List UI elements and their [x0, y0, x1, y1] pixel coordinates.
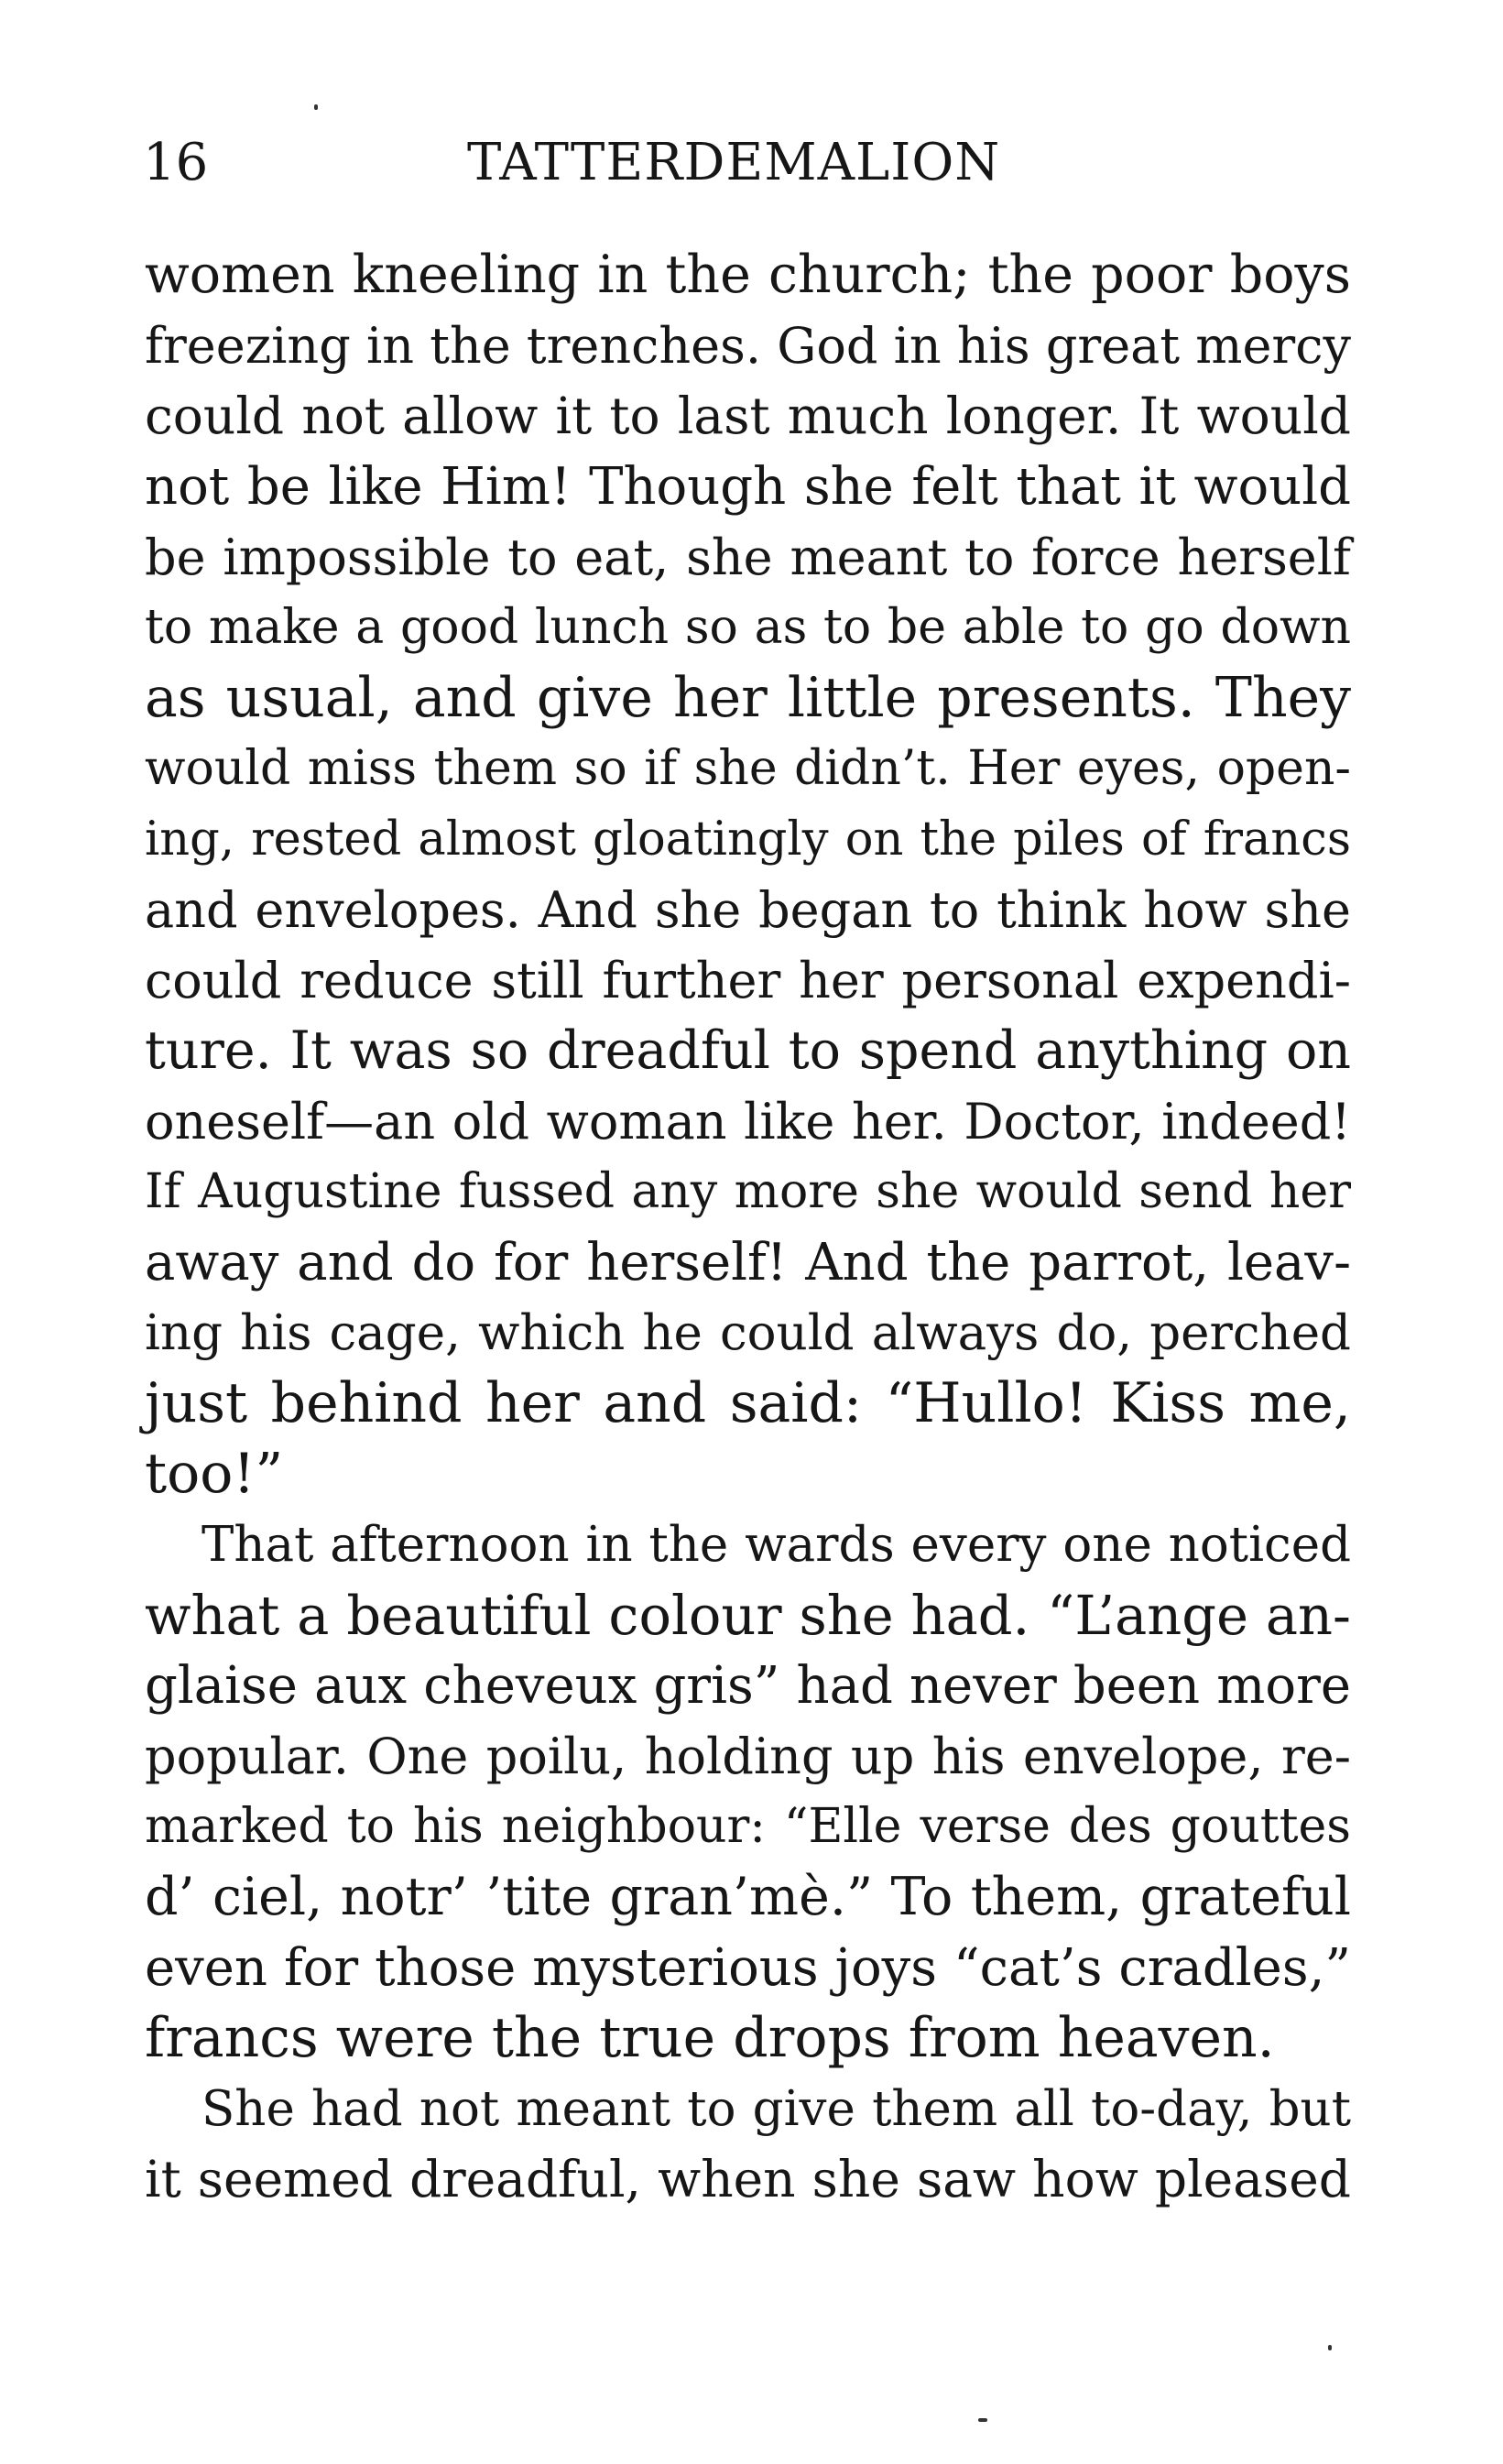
text-line: ing, rested almost gloatingly on the piles of francs [145, 812, 1351, 867]
text-line: could reduce still further her personal expendi- [145, 952, 1351, 1009]
text-line: would miss them so if she didn’t. Her eyes, open- [145, 741, 1351, 796]
text-line: away and do for herself! And the parrot, leav- [145, 1233, 1351, 1292]
text-line: ing his cage, which he could always do, perched [145, 1305, 1351, 1361]
ink-speck [978, 2418, 987, 2422]
text-line: could not allow it to last much longer. It would [145, 387, 1351, 445]
text-line: If Augustine fussed any more she would send her [145, 1164, 1351, 1219]
running-head: TATTERDEMALION [467, 133, 1001, 192]
text-line: and envelopes. And she began to think how she [145, 881, 1351, 939]
body-text [145, 240, 1351, 2215]
text-line: freezing in the trenches. God in his great mercy [145, 317, 1351, 375]
text-line: even for those mysterious joys “cat’s cradles,” [145, 1938, 1351, 1998]
paragraph-end-line: francs were the true drops from heaven. [145, 2006, 1275, 2070]
text-line: it seemed dreadful, when she saw how pleased [145, 2150, 1351, 2208]
text-line: be impossible to eat, she meant to force herself [145, 529, 1351, 586]
ink-speck [1328, 2345, 1332, 2350]
page-header [143, 126, 1361, 200]
paragraph-start-line: She had not meant to give them all to-day, but [201, 2081, 1351, 2137]
text-line: not be like Him! Though she felt that it would [145, 457, 1351, 517]
paragraph-end-line: too!” [145, 1442, 284, 1506]
text-line: women kneeling in the church; the poor boys [145, 245, 1351, 305]
paragraph-start-line: That afternoon in the wards every one noticed [201, 1517, 1351, 1573]
ink-speck [314, 104, 318, 110]
text-line: ture. It was so dreadful to spend anything on [145, 1020, 1351, 1081]
page-number: 16 [143, 133, 209, 192]
text-line: just behind her and said: “Hullo! Kiss me, [145, 1371, 1351, 1435]
text-line: to make a good lunch so as to be able to go down [145, 600, 1351, 655]
text-line: popular. One poilu, holding up his envelope, re- [145, 1728, 1351, 1785]
text-line: glaise aux cheveux gris” had never been more [145, 1656, 1351, 1716]
text-line: marked to his neighbour: “Elle verse des gouttes [145, 1799, 1351, 1854]
text-line: oneself—an old woman like her. Doctor, indeed! [145, 1093, 1351, 1150]
text-line: what a beautiful colour she had. “L’ange an- [145, 1584, 1351, 1647]
text-line: as usual, and give her little presents. They [145, 666, 1351, 730]
text-line: d’ ciel, notr’ ’tite gran’mè.” To them, grateful [145, 1867, 1351, 1927]
